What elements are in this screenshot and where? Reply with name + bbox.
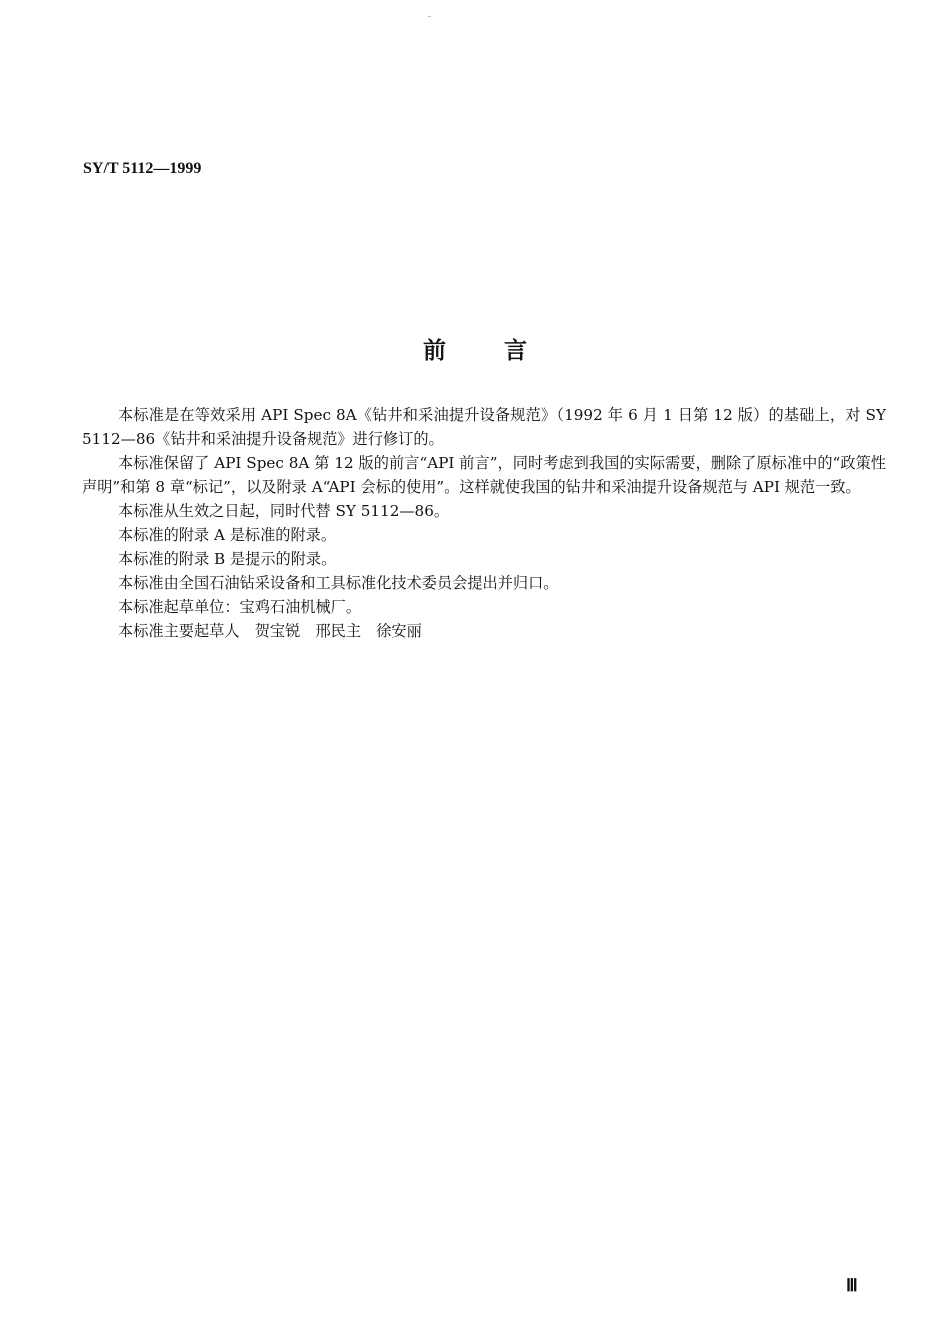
- paragraph-proposer: 本标准由全国石油钻采设备和工具标准化技术委员会提出并归口。: [118, 574, 559, 592]
- paragraph-annex-a: 本标准的附录 A 是标准的附录。: [118, 526, 337, 544]
- scan-artifact-mark: [428, 16, 431, 17]
- standard-code-header: SY/T 5112—1999: [83, 160, 202, 177]
- paragraph-drafting-unit: 本标准起草单位：宝鸡石油机械厂。: [118, 598, 361, 616]
- paragraph-retained-foreword: 本标准保留了 API Spec 8A 第 12 版的前言“API 前言”，同时考虑到我国的实际需要，删除了原标准中的“政策性声明”和第 8 章“标记”，以及附录 A“API 会标的使用”。这样就使我国的钻井和采油提升设备规范与 API 规范一致。: [82, 454, 886, 496]
- page-number: Ⅲ: [846, 1276, 858, 1295]
- paragraph-drafters: 本标准主要起草人 贺宝锐 邢民主 徐安丽: [118, 622, 422, 640]
- paragraph-annex-b: 本标准的附录 B 是提示的附录。: [118, 550, 337, 568]
- page-title: [0, 332, 950, 365]
- foreword-body: [82, 403, 886, 643]
- title-char-1: 前: [423, 338, 446, 364]
- paragraph-adoption: 本标准是在等效采用 API Spec 8A《钻井和采油提升设备规范》（1992 年 6 月 1 日第 12 版）的基础上，对 SY 5112—86《钻井和采油提升设备规范》进行修订的。: [82, 406, 886, 448]
- paragraph-replacement: 本标准从生效之日起，同时代替 SY 5112—86。: [118, 502, 450, 520]
- title-char-2: 言: [504, 338, 527, 364]
